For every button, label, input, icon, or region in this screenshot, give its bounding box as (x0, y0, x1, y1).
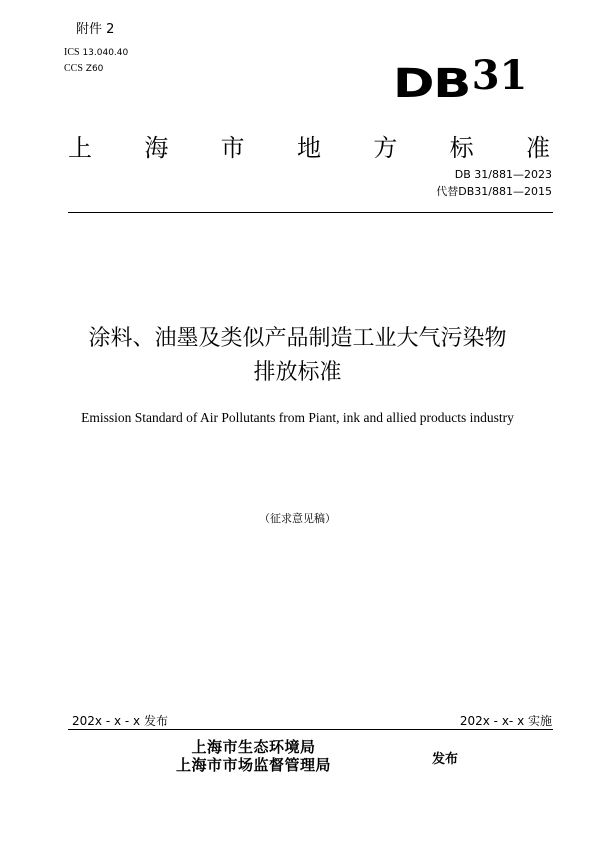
standard-type-char: 方 (373, 134, 398, 162)
draft-note: （征求意见稿） (259, 512, 336, 525)
title-english: Emission Standard of Air Pollutants from Piant, ink and allied products industry (81, 410, 514, 425)
attachment-label: 附件 2 (76, 22, 115, 37)
standard-type-char: 上 (68, 134, 92, 162)
db-logo (393, 52, 528, 107)
ics-value: 13.040.40 (82, 48, 129, 58)
title-chinese (0, 322, 595, 390)
standard-number: DB 31/881—2023 (454, 168, 552, 181)
db-logo-letters: DB (393, 61, 471, 107)
db-logo-number: 31 (471, 52, 528, 99)
publish-label: 发布 (432, 752, 459, 767)
issuer-market-supervision-bureau: 上海市市场监督管理局 (176, 756, 332, 774)
standard-type-heading (68, 128, 550, 163)
ics-label: ICS (64, 47, 80, 58)
footer-divider (68, 729, 553, 730)
ccs-value: Z60 (85, 64, 104, 74)
title-chinese-line2: 排放标准 (253, 360, 342, 385)
title-chinese-line1: 涂料、油墨及类似产品制造工业大气污染物 (88, 326, 507, 351)
issuer-ecology-environment-bureau: 上海市生态环境局 (191, 738, 316, 756)
header-divider (68, 212, 553, 213)
issue-date: 202x - x - x 发布 (72, 714, 168, 728)
issuing-authorities (176, 738, 331, 774)
standard-type-char: 地 (296, 134, 321, 162)
ccs-label: CCS (64, 63, 83, 74)
standard-type-char: 海 (144, 134, 169, 162)
standard-type-char: 标 (449, 134, 474, 162)
standard-type-char: 市 (220, 134, 245, 162)
ccs-code (64, 63, 103, 74)
standard-type-char: 准 (525, 134, 550, 162)
ics-code (64, 47, 128, 58)
replaces-standard: 代替DB31/881—2015 (436, 185, 552, 198)
implementation-date: 202x - x- x 实施 (459, 714, 552, 728)
